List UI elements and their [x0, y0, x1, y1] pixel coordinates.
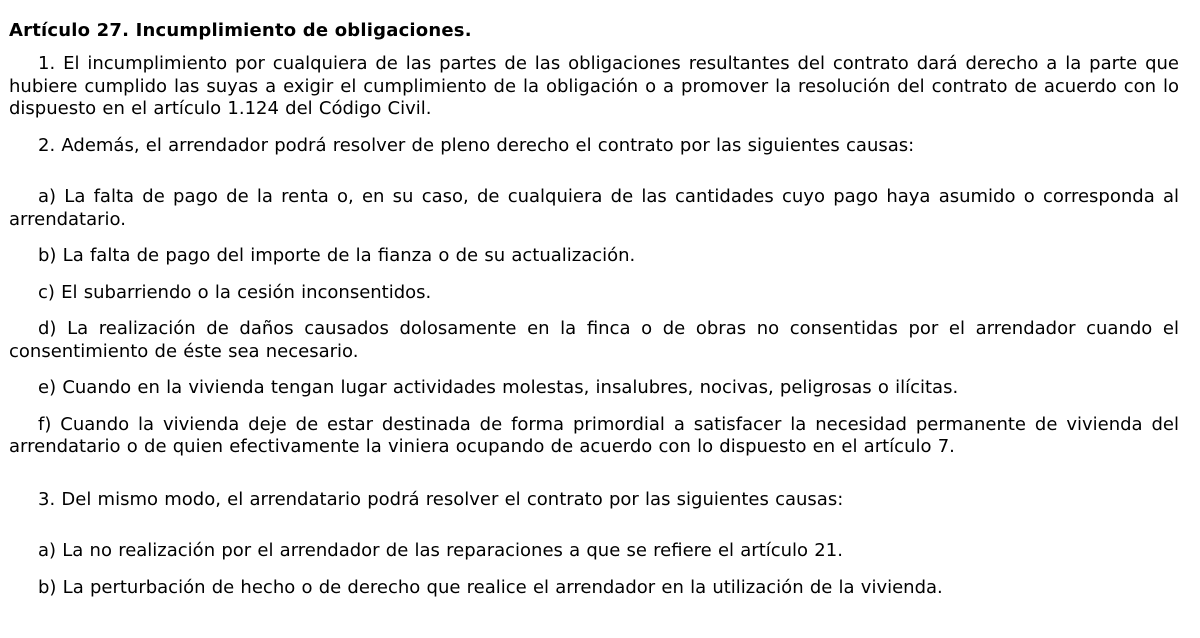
paragraph-3: 3. Del mismo modo, el arrendatario podrá resolver el contrato por las siguientes causas:	[38, 488, 844, 510]
clause-2d: d) La realización de daños causados dolosamente en la finca o de obras no consentidas por el arrendador cuando el consentimiento de éste sea necesario.	[9, 318, 1179, 362]
clause-3a: a) La no realización por el arrendador de las reparaciones a que se refiere el artículo 21.	[38, 540, 843, 561]
paragraph-2: 2. Además, el arrendador podrá resolver de pleno derecho el contrato por las siguientes causas:	[38, 134, 915, 156]
clause-2f: f) Cuando la vivienda deje de estar destinada de forma primordial a satisfacer la necesidad permanente de vivienda del arrendatario o de quien efectivamente la viniera ocupando de acuerdo con lo dispuesto en el artículo 7.	[9, 413, 1179, 457]
clause-2a: a) La falta de pago de la renta o, en su caso, de cualquiera de las cantidades cuyo pago haya asumido o corresponda al arrendatario.	[9, 186, 1179, 230]
clause-2b: b) La falta de pago del importe de la fianza o de su actualización.	[38, 245, 636, 266]
clause-3b: b) La perturbación de hecho o de derecho que realice el arrendador en la utilización de la vivienda.	[38, 576, 943, 598]
clause-2c: c) El subarriendo o la cesión inconsentidos.	[38, 281, 432, 303]
article-title: Artículo 27. Incumplimiento de obligaciones.	[9, 20, 472, 41]
clause-2e: e) Cuando en la vivienda tengan lugar actividades molestas, insalubres, nocivas, peligrosas o ilícitas.	[38, 377, 959, 398]
article-document	[9, 20, 1179, 599]
paragraph-1: 1. El incumplimiento por cualquiera de las partes de las obligaciones resultantes del contrato dará derecho a la parte que hubiere cumplido las suyas a exigir el cumplimiento de la obligación o a promover la resolución del contrato de acuerdo con lo dispuesto en el artículo 1.124 del Código Civil.	[9, 53, 1179, 119]
